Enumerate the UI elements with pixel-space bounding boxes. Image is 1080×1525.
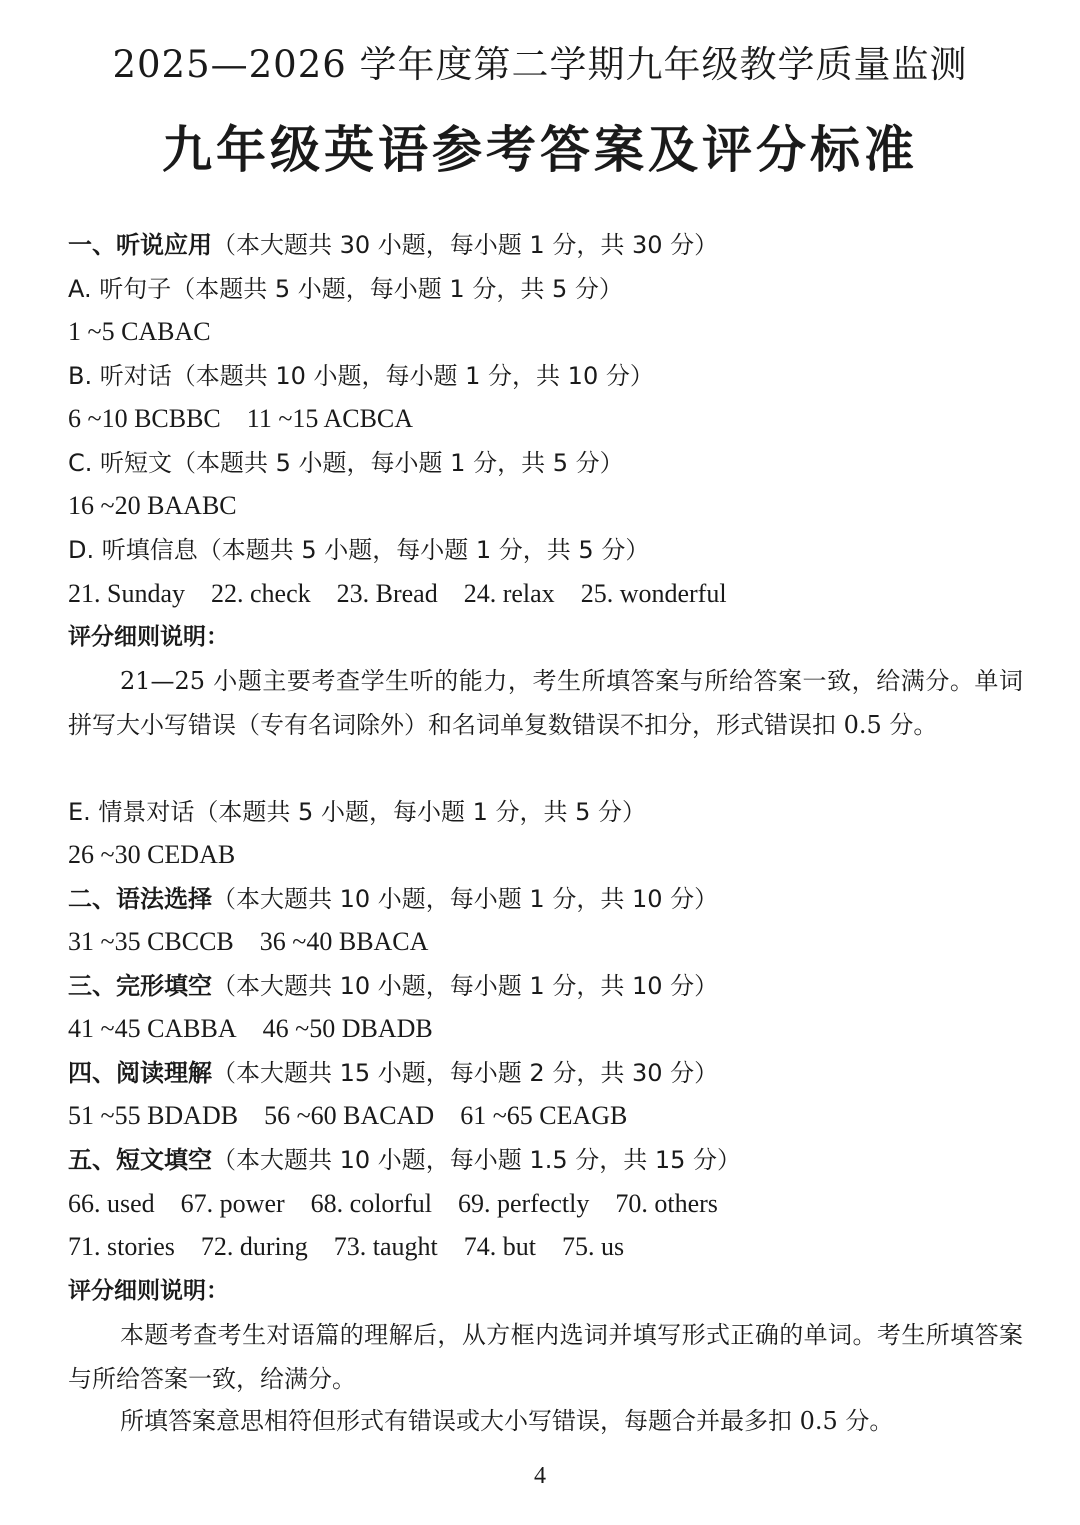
part-e-detail: （本题共 5 小题，每小题 1 分，共 5 分） bbox=[194, 798, 647, 826]
part-d-detail: （本题共 5 小题，每小题 1 分，共 5 分） bbox=[197, 536, 650, 564]
answer-item: 22. check bbox=[211, 579, 311, 608]
section-5-heading bbox=[68, 1143, 741, 1177]
part-c-title: C. 听短文 bbox=[68, 449, 173, 477]
answer-group: 26 ~30 CEDAB bbox=[68, 840, 236, 869]
part-b-heading bbox=[68, 359, 654, 393]
answer-item: 66. used bbox=[68, 1189, 155, 1218]
answer-group: 16 ~20 BAABC bbox=[68, 491, 237, 520]
answer-item: 71. stories bbox=[68, 1232, 175, 1261]
answer-group: 6 ~10 BCBBC bbox=[68, 404, 221, 433]
part-a-title: A. 听句子 bbox=[68, 275, 172, 303]
part-d-answers bbox=[68, 577, 753, 611]
section-5-answers-row-1 bbox=[68, 1187, 744, 1221]
section-4-heading bbox=[68, 1056, 718, 1090]
answer-item: 24. relax bbox=[463, 579, 555, 608]
part-c-detail: （本题共 5 小题，每小题 1 分，共 5 分） bbox=[172, 449, 624, 477]
page-number: 4 bbox=[534, 1463, 546, 1489]
section-1-title: 一、听说应用 bbox=[68, 231, 212, 259]
answer-item: 67. power bbox=[180, 1189, 285, 1218]
part-d-rubric-title: 评分细则说明： bbox=[68, 624, 229, 650]
section-2-heading bbox=[68, 882, 718, 916]
answer-group: 36 ~40 BBACA bbox=[259, 927, 429, 956]
section-1-detail: （本大题共 30 小题，每小题 1 分，共 30 分） bbox=[212, 231, 719, 259]
answer-group: 46 ~50 DBADB bbox=[262, 1014, 433, 1043]
section-5-detail: （本大题共 10 小题，每小题 1.5 分，共 15 分） bbox=[212, 1146, 742, 1174]
section-2-title: 二、语法选择 bbox=[68, 885, 212, 913]
part-a-answers bbox=[68, 315, 237, 349]
answer-item: 72. during bbox=[200, 1232, 308, 1261]
answer-group: 56 ~60 BACAD bbox=[264, 1101, 435, 1130]
section-1-heading bbox=[68, 228, 718, 262]
answer-group: 61 ~65 CEAGB bbox=[460, 1101, 628, 1130]
section-4-detail: （本大题共 15 小题，每小题 2 分，共 30 分） bbox=[212, 1059, 719, 1087]
answer-item: 68. colorful bbox=[310, 1189, 432, 1218]
part-b-detail: （本题共 10 小题，每小题 1 分，共 10 分） bbox=[171, 362, 654, 390]
answer-group: 41 ~45 CABBA bbox=[68, 1014, 237, 1043]
part-c-answers bbox=[68, 489, 263, 523]
section-5-title: 五、短文填空 bbox=[68, 1146, 212, 1174]
part-d-rubric-paragraph: 21—25 小题主要考查学生听的能力，考生所填答案与所给答案一致，给满分。单词拼写大小写错误（专有名词除外）和名词单复数错误不扣分，形式错误扣 0.5 分。 bbox=[68, 667, 1023, 739]
section-3-detail: （本大题共 10 小题，每小题 1 分，共 10 分） bbox=[212, 972, 719, 1000]
part-d-heading bbox=[68, 533, 649, 567]
part-a-heading bbox=[68, 272, 623, 306]
answer-item: 25. wonderful bbox=[580, 579, 727, 608]
section-5-answers-row-2 bbox=[68, 1230, 650, 1264]
part-b-title: B. 听对话 bbox=[68, 362, 172, 390]
answer-group: 31 ~35 CBCCB bbox=[68, 927, 234, 956]
answer-item: 69. perfectly bbox=[457, 1189, 590, 1218]
answer-item: 70. others bbox=[615, 1189, 718, 1218]
part-c-heading bbox=[68, 446, 624, 480]
answer-group: 1 ~5 CABAC bbox=[68, 317, 211, 346]
section-3-title: 三、完形填空 bbox=[68, 972, 212, 1000]
section-4-title: 四、阅读理解 bbox=[68, 1059, 212, 1087]
section-3-heading bbox=[68, 969, 718, 1003]
section-2-answers bbox=[68, 925, 454, 959]
section-5-rubric-title: 评分细则说明： bbox=[68, 1278, 229, 1304]
part-a-detail: （本题共 5 小题，每小题 1 分，共 5 分） bbox=[171, 275, 623, 303]
part-e-title: E. 情景对话 bbox=[68, 798, 195, 826]
answer-item: 73. taught bbox=[333, 1232, 438, 1261]
section-4-answers bbox=[68, 1099, 653, 1133]
section-3-answers bbox=[68, 1012, 459, 1046]
section-5-rubric-paragraph-1: 本题考查考生对语篇的理解后，从方框内选词并填写形式正确的单词。考生所填答案与所给答案一致，给满分。 bbox=[68, 1321, 1023, 1393]
part-d-title: D. 听填信息 bbox=[68, 536, 198, 564]
answer-group: 51 ~55 BDADB bbox=[68, 1101, 239, 1130]
part-e-heading bbox=[68, 795, 646, 829]
document-title: 九年级英语参考答案及评分标准 bbox=[162, 121, 918, 179]
exam-title: 2025—2026 学年度第二学期九年级教学质量监测 bbox=[112, 43, 968, 86]
part-e-answers bbox=[68, 838, 261, 872]
answer-item: 74. but bbox=[463, 1232, 537, 1261]
answer-item: 75. us bbox=[562, 1232, 625, 1261]
answer-group: 11 ~15 ACBCA bbox=[246, 404, 414, 433]
section-2-detail: （本大题共 10 小题，每小题 1 分，共 10 分） bbox=[212, 885, 719, 913]
answer-item: 21. Sunday bbox=[68, 579, 185, 608]
answer-item: 23. Bread bbox=[336, 579, 438, 608]
part-b-answers bbox=[68, 402, 439, 436]
section-5-rubric-paragraph-2: 所填答案意思相符但形式有错误或大小写错误，每题合并最多扣 0.5 分。 bbox=[120, 1407, 894, 1435]
